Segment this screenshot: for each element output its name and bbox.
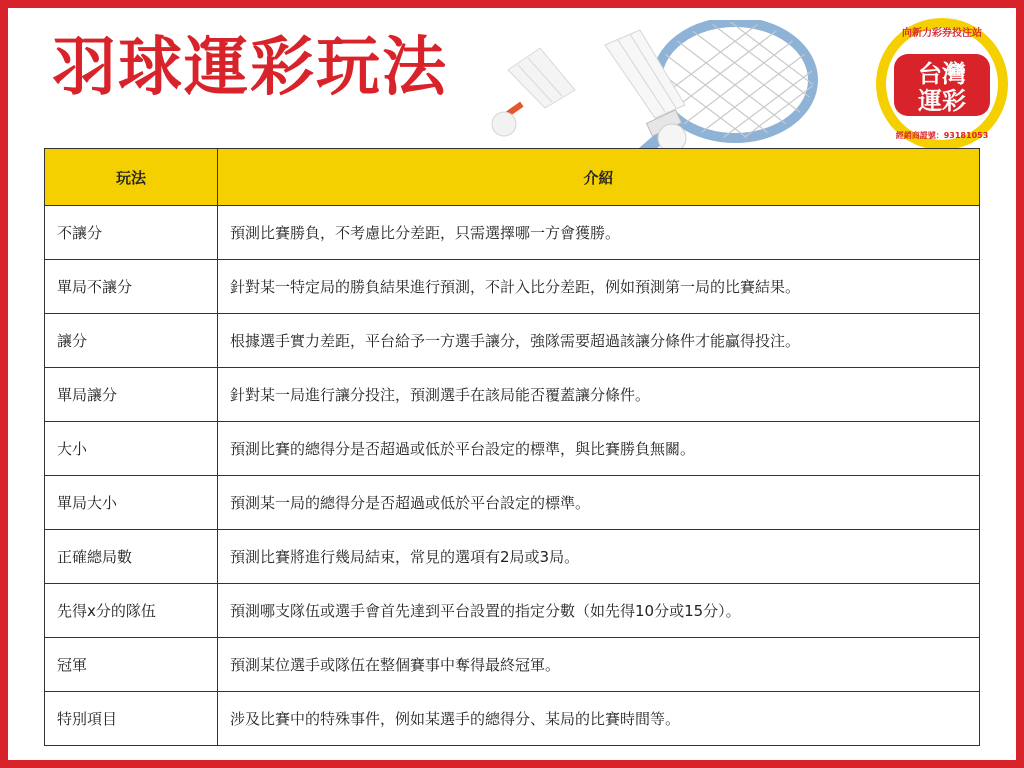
description-cell: 預測比賽勝負，不考慮比分差距，只需選擇哪一方會獲勝。 [218, 206, 980, 260]
description-cell: 針對某一局進行讓分投注，預測選手在該局能否覆蓋讓分條件。 [218, 368, 980, 422]
table-header-row [45, 149, 980, 206]
logo-main-line1: 台灣 [918, 60, 966, 88]
play-name-cell: 正確總局數 [45, 530, 218, 584]
badminton-illustration [480, 20, 840, 155]
logo-license-text: 經銷商證號：93181053 [895, 131, 989, 140]
column-header-description: 介紹 [218, 149, 980, 206]
table-row [45, 260, 980, 314]
taiwan-sports-lottery-logo [872, 14, 1012, 154]
logo-main-line2: 運彩 [918, 87, 966, 115]
play-name-cell: 特別項目 [45, 692, 218, 746]
play-name-cell: 單局不讓分 [45, 260, 218, 314]
table-row [45, 692, 980, 746]
table-row [45, 638, 980, 692]
description-cell: 預測比賽的總得分是否超過或低於平台設定的標準，與比賽勝負無關。 [218, 422, 980, 476]
description-cell: 針對某一特定局的勝負結果進行預測，不計入比分差距，例如預測第一局的比賽結果。 [218, 260, 980, 314]
play-name-cell: 不讓分 [45, 206, 218, 260]
play-name-cell: 單局大小 [45, 476, 218, 530]
logo-arc-text: 向新力彩券投注站 [902, 28, 982, 39]
play-name-cell: 大小 [45, 422, 218, 476]
description-cell: 涉及比賽中的特殊事件，例如某選手的總得分、某局的比賽時間等。 [218, 692, 980, 746]
shuttlecock-icon [492, 48, 575, 136]
play-name-cell: 單局讓分 [45, 368, 218, 422]
play-name-cell: 讓分 [45, 314, 218, 368]
table-row [45, 314, 980, 368]
description-cell: 預測某一局的總得分是否超過或低於平台設定的標準。 [218, 476, 980, 530]
description-cell: 預測比賽將進行幾局結束，常見的選項有2局或3局。 [218, 530, 980, 584]
description-cell: 根據選手實力差距，平台給予一方選手讓分，強隊需要超過該讓分條件才能贏得投注。 [218, 314, 980, 368]
play-name-cell: 先得x分的隊伍 [45, 584, 218, 638]
table-row [45, 584, 980, 638]
table-row [45, 206, 980, 260]
table-row [45, 368, 980, 422]
description-cell: 預測哪支隊伍或選手會首先達到平台設置的指定分數（如先得10分或15分）。 [218, 584, 980, 638]
column-header-play: 玩法 [45, 149, 218, 206]
table-row [45, 476, 980, 530]
table-row [45, 530, 980, 584]
page-title: 羽球運彩玩法 [52, 31, 448, 105]
play-name-cell: 冠軍 [45, 638, 218, 692]
betting-rules-table [44, 148, 980, 746]
table-row [45, 422, 980, 476]
description-cell: 預測某位選手或隊伍在整個賽事中奪得最終冠軍。 [218, 638, 980, 692]
